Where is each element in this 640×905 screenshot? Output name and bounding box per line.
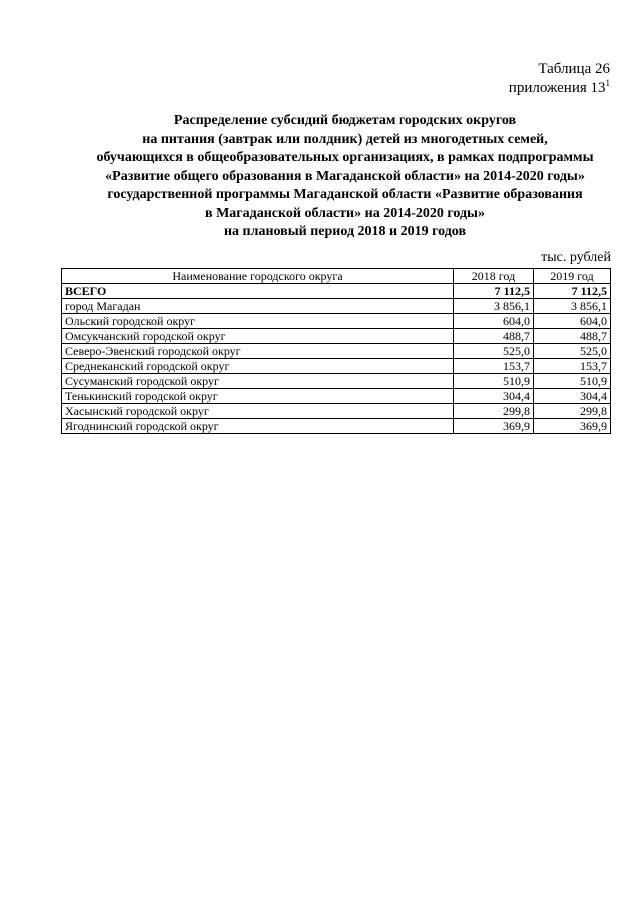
table-row xyxy=(62,374,611,389)
value-2018: 7 112,5 xyxy=(454,284,534,299)
title-line: на питания (завтрак или полдник) детей из многодетных семей, xyxy=(142,131,548,147)
value-2019: 604,0 xyxy=(534,314,611,329)
district-name: Тенькинский городской округ xyxy=(62,389,454,404)
value-2019: 488,7 xyxy=(534,329,611,344)
table-header-row xyxy=(62,269,611,284)
title-line: «Развитие общего образования в Магаданской области» на 2014-2020 годы» xyxy=(105,168,585,184)
table-row xyxy=(62,314,611,329)
column-header-2018: 2018 год xyxy=(454,269,534,284)
value-2019: 7 112,5 xyxy=(534,284,611,299)
value-2018: 369,9 xyxy=(454,419,534,434)
value-2018: 510,9 xyxy=(454,374,534,389)
district-name: Сусуманский городской округ xyxy=(62,374,454,389)
table-row xyxy=(62,359,611,374)
value-2018: 604,0 xyxy=(454,314,534,329)
value-2019: 299,8 xyxy=(534,404,611,419)
value-2019: 510,9 xyxy=(534,374,611,389)
table-row xyxy=(62,419,611,434)
column-header-name: Наименование городского округа xyxy=(62,269,454,284)
units-label: тыс. рублей xyxy=(541,250,611,265)
district-name: город Магадан xyxy=(62,299,454,314)
table-row xyxy=(62,389,611,404)
value-2019: 153,7 xyxy=(534,359,611,374)
value-2018: 304,4 xyxy=(454,389,534,404)
value-2018: 488,7 xyxy=(454,329,534,344)
district-name: Северо-Эвенский городской округ xyxy=(62,344,454,359)
district-name: Ольский городской округ xyxy=(62,314,454,329)
table-reference xyxy=(509,60,610,98)
value-2018: 525,0 xyxy=(454,344,534,359)
table-row xyxy=(62,344,611,359)
table-row xyxy=(62,299,611,314)
district-name: ВСЕГО xyxy=(62,284,454,299)
value-2019: 304,4 xyxy=(534,389,611,404)
title-line: обучающихся в общеобразовательных организациях, в рамках подпрограммы xyxy=(96,150,594,165)
district-name: Хасынский городской округ xyxy=(62,404,454,419)
value-2018: 299,8 xyxy=(454,404,534,419)
subsidy-table xyxy=(61,268,611,434)
table-row-total xyxy=(62,284,611,299)
appendix-reference xyxy=(509,79,610,98)
table-row xyxy=(62,329,611,344)
value-2018: 3 856,1 xyxy=(454,299,534,314)
title-line: на плановый период 2018 и 2019 годов xyxy=(223,224,467,239)
title-line: Распределение субсидий бюджетам городских округов xyxy=(173,113,517,128)
table-number: Таблица 26 xyxy=(538,61,610,77)
column-header-2019: 2019 год xyxy=(534,269,611,284)
appendix-label: приложения 13 xyxy=(508,80,606,96)
district-name: Ягоднинский городской округ xyxy=(62,419,454,434)
value-2019: 525,0 xyxy=(534,344,611,359)
appendix-superscript: 1 xyxy=(605,78,610,88)
table-row xyxy=(62,404,611,419)
document-title xyxy=(40,112,640,242)
value-2019: 3 856,1 xyxy=(534,299,611,314)
title-line: в Магаданской области» на 2014-2020 годы» xyxy=(205,205,485,221)
value-2018: 153,7 xyxy=(454,359,534,374)
district-name: Омсукчанский городской округ xyxy=(62,329,454,344)
title-line: государственной программы Магаданской области «Развитие образования xyxy=(107,187,583,202)
district-name: Среднеканский городской округ xyxy=(62,359,454,374)
value-2019: 369,9 xyxy=(534,419,611,434)
